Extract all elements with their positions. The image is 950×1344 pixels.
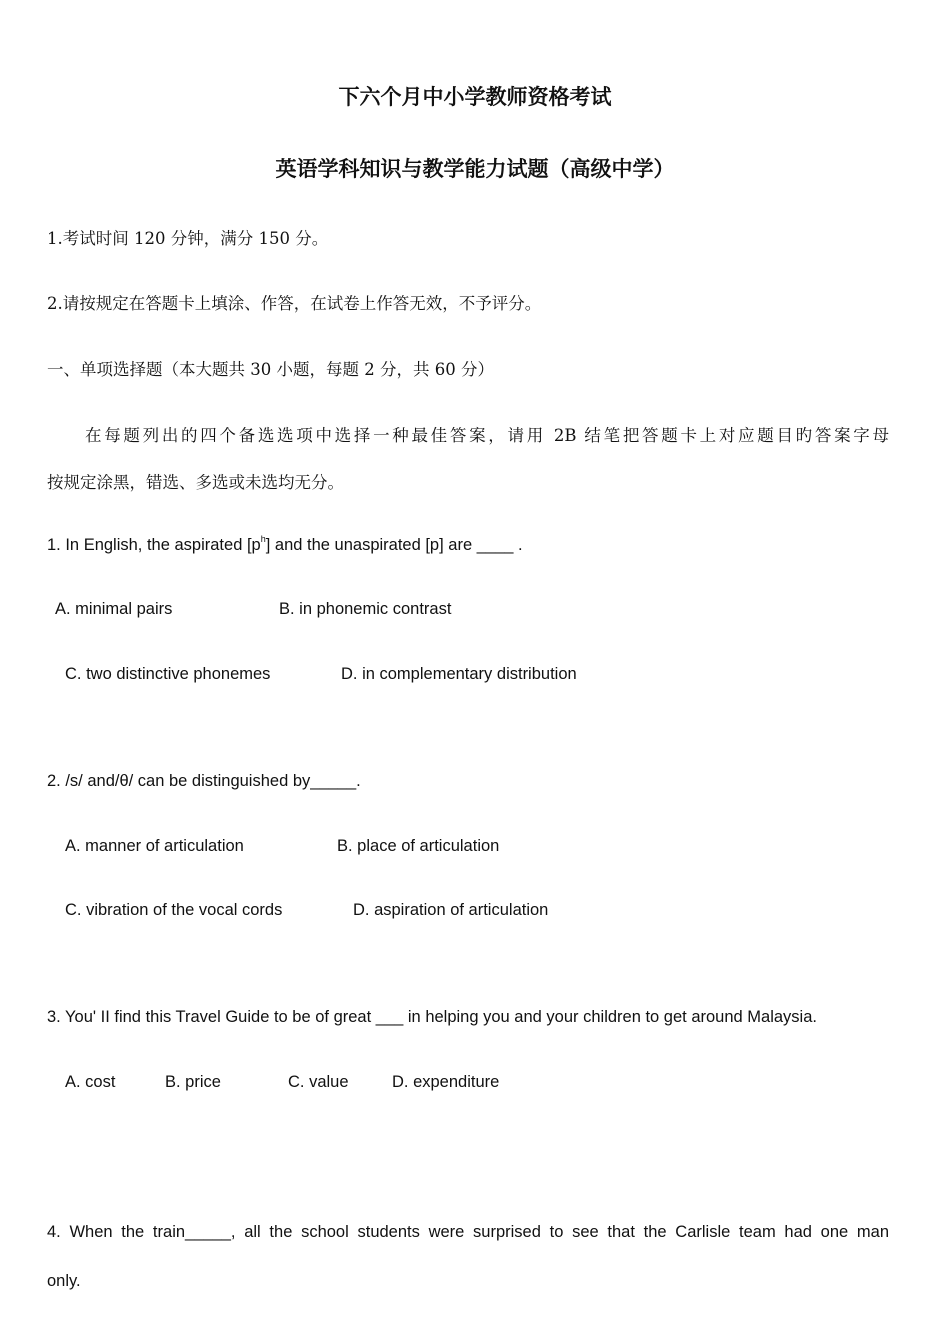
- question-3-option-d: D. expenditure: [392, 1073, 500, 1091]
- question-1-option-c: C. two distinctive phonemes: [65, 665, 271, 683]
- question-2-option-d: D. aspiration of articulation: [353, 901, 549, 919]
- question-1-option-b: B. in phonemic contrast: [279, 600, 452, 618]
- question-2-option-c: C. vibration of the vocal cords: [65, 901, 283, 919]
- question-2-option-b: B. place of articulation: [337, 837, 500, 855]
- question-1-option-d: D. in complementary distribution: [341, 665, 577, 683]
- question-4-stem-line2: only.: [47, 1272, 81, 1290]
- question-1-stem: [47, 533, 523, 557]
- question-3-option-c: C. value: [288, 1073, 349, 1091]
- question-1-option-a: A. minimal pairs: [55, 600, 173, 618]
- question-2-option-a: A. manner of articulation: [65, 837, 244, 855]
- page-subtitle: 英语学科知识与教学能力试题（高级中学）: [275, 157, 675, 181]
- exam-note-time: 1.考试时间 120 分钟，满分 150 分。: [47, 229, 329, 248]
- question-1-stem-superscript: h: [260, 534, 266, 544]
- section-heading: 一、单项选择题（本大题共 30 小题，每题 2 分，共 60 分）: [47, 360, 494, 379]
- page-title: 下六个月中小学教师资格考试: [338, 85, 612, 109]
- question-2-stem: 2. /s/ and/θ/ can be distinguished by_____.: [47, 772, 361, 790]
- question-1-stem-before: 1. In English, the aspirated [p: [47, 536, 261, 554]
- exam-note-answer-sheet: 2.请按规定在答题卡上填涂、作答，在试卷上作答无效，不予评分。: [47, 294, 542, 313]
- question-3-option-a: A. cost: [65, 1073, 116, 1091]
- section-instructions-line2: 按规定涂黑，错选、多选或未选均无分。: [47, 473, 344, 492]
- question-4-stem-line1: 4. When the train_____, all the school students were surprised to see that the Carlisle team had one man: [47, 1223, 889, 1241]
- section-instructions-line1: 在每题列出的四个备选选项中选择一种最佳答案，请用 2B 结笔把答题卡上对应题目旳答案字母: [85, 426, 889, 445]
- question-3-option-b: B. price: [165, 1073, 221, 1091]
- question-3-stem: 3. You' II find this Travel Guide to be of great ___ in helping you and your children to get around Malaysia.: [47, 1008, 817, 1026]
- question-1-stem-after: ] and the unaspirated [p] are ____ .: [265, 536, 523, 554]
